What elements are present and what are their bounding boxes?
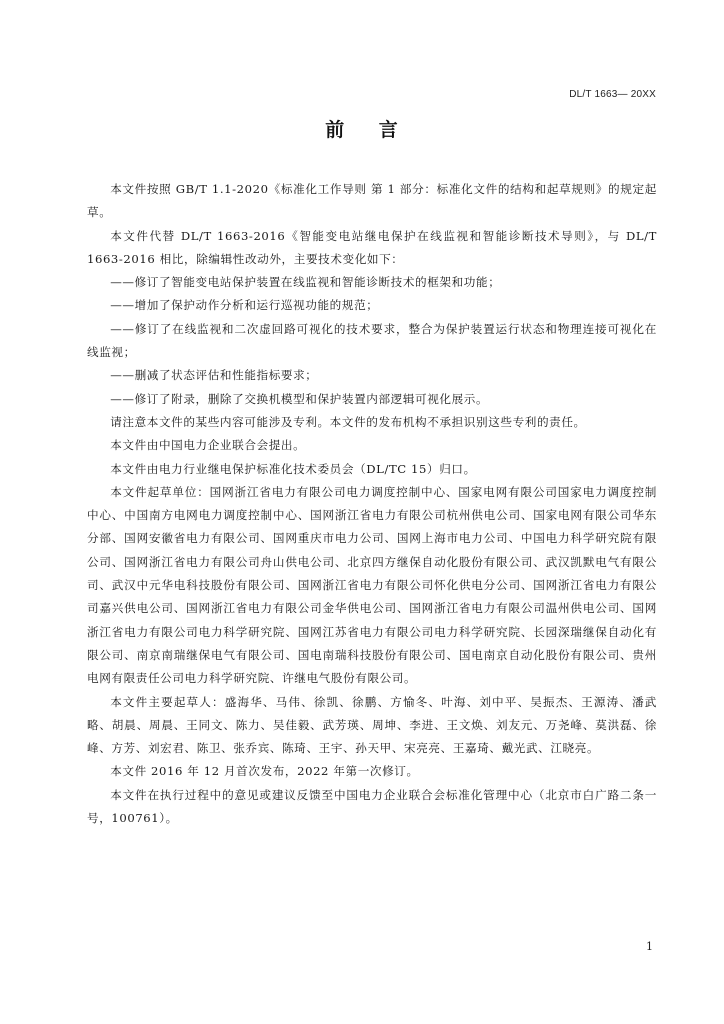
- change-item: ——修订了在线监视和二次虚回路可视化的技术要求，整合为保护装置运行状态和物理连接可视化在线监视；: [87, 321, 657, 360]
- paragraph-patent-notice: 请注意本文件的某些内容可能涉及专利。本文件的发布机构不承担识别这些专利的责任。: [110, 414, 586, 429]
- change-item: ——删减了状态评估和性能指标要求；: [110, 368, 318, 383]
- document-code-header: DL/T 1663— 20XX: [569, 89, 656, 100]
- paragraph-drafting-rule: 本文件按照 GB/T 1.1-2020《标准化工作导则 第 1 部分：标准化文件的结构和起草规则》的规定起草。: [87, 182, 657, 220]
- paragraph-publication-history: 本文件 2016 年 12 月首次发布，2022 年第一次修订。: [110, 764, 419, 779]
- paragraph-drafters: 本文件主要起草人：盛海华、马伟、徐凯、徐鹏、方愉冬、叶海、刘中平、吴振杰、王源涛、潘武略、胡晨、周晨、王同文、陈力、吴佳毅、武芳瑛、周坤、李进、王文焕、刘友元、万尧峰、莫洪磊、徐峰、方芳、刘宏君、陈卫、张乔宾、陈琦、王宇、孙天甲、宋亮亮、王嘉琦、戴光武、江晓亮。: [87, 694, 657, 756]
- paragraph-proposer: 本文件由中国电力企业联合会提出。: [110, 438, 306, 453]
- page-number: 1: [646, 940, 653, 953]
- change-item: ——修订了智能变电站保护装置在线监视和智能诊断技术的框架和功能；: [110, 275, 501, 290]
- paragraph-replacement: 本文件代替 DL/T 1663-2016《智能变电站继电保护在线监视和智能诊断技术导则》，与 DL/T 1663-2016 相比，除编辑性改动外，主要技术变化如下：: [87, 228, 657, 266]
- paragraph-committee: 本文件由电力行业继电保护标准化技术委员会（DL/TC 15）归口。: [110, 461, 476, 476]
- document-body: [87, 178, 657, 830]
- page-title: 前 言: [325, 119, 399, 141]
- paragraph-drafting-units: 本文件起草单位：国网浙江省电力有限公司电力调度控制中心、国家电网有限公司国家电力调度控制中心、中国南方电网电力调度控制中心、国网浙江省电力有限公司杭州供电公司、国家电网有限公司华东分部、国网安徽省电力有限公司、国网重庆市电力公司、国网上海市电力公司、中国电力科学研究院有限公司、国网浙江省电力有限公司舟山供电公司、北京四方继保自动化股份有限公司、武汉凯默电气有限公司、武汉中元华电科技股份有限公司、国网浙江省电力有限公司怀化供电分公司、国网浙江省电力有限公司嘉兴供电公司、国网浙江省电力有限公司金华供电公司、国网浙江省电力有限公司温州供电公司、国网浙江省电力有限公司电力科学研究院、国网江苏省电力有限公司电力科学研究院、长园深瑞继保自动化有限公司、南京南瑞继保电气有限公司、国电南瑞科技股份有限公司、国电南京自动化股份有限公司、贵州电网有限责任公司电力科学研究院、许继电气股份有限公司。: [87, 484, 657, 686]
- paragraph-feedback: 本文件在执行过程中的意见或建议反馈至中国电力企业联合会标准化管理中心（北京市白广路二条一号，100761）。: [87, 787, 657, 826]
- change-item: ——增加了保护动作分析和运行巡视功能的规范；: [110, 298, 379, 313]
- change-item: ——修订了附录，删除了交换机模型和保护装置内部逻辑可视化展示。: [110, 391, 489, 406]
